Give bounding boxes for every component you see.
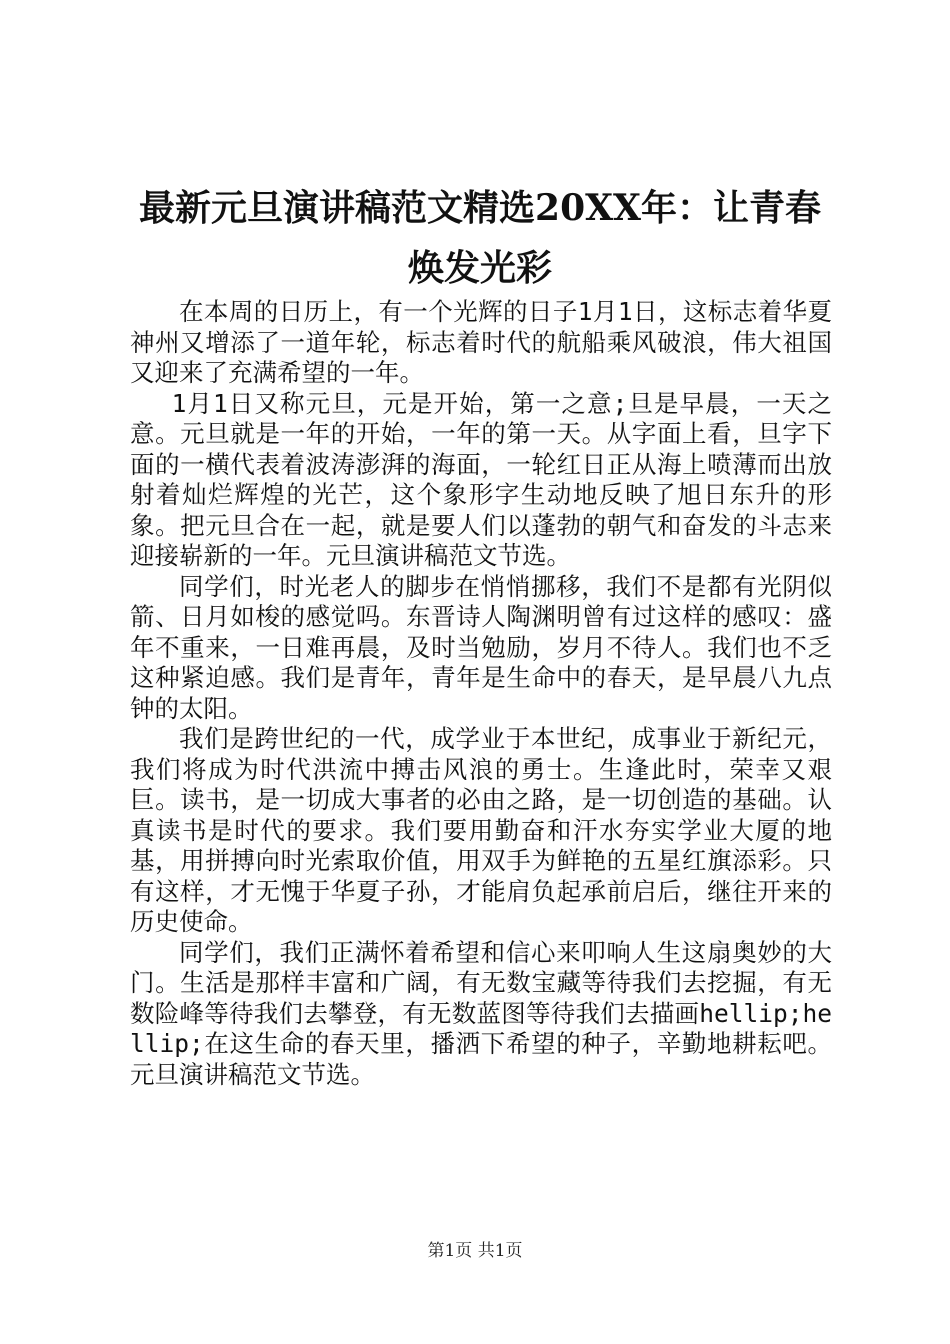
paragraph-5: 同学们，我们正满怀着希望和信心来叩响人生这扇奥妙的大门。生活是那样丰富和广阔，有无数宝藏等待我们去挖掘，有无数险峰等待我们去攀登，有无数蓝图等待我们去描画hellip;hellip;在这生命的春天里，播洒下希望的种子，辛勤地耕耘吧。元旦演讲稿范文节选。 [130,937,832,1089]
paragraph-4: 我们是跨世纪的一代，成学业于本世纪，成事业于新纪元，我们将成为时代洪流中搏击风浪的勇士。生逢此时，荣幸又艰巨。读书，是一切成大事者的必由之路，是一切创造的基础。认真读书是时代的要求。我们要用勤奋和汗水夯实学业大厦的地基，用拼搏向时光索取价值，用双手为鲜艳的五星红旗添彩。只有这样，才无愧于华夏子孙，才能肩负起承前启后，继往开来的历史使命。 [130,724,832,936]
page-footer: 第1页 共1页 [427,1241,523,1261]
paragraph-3: 同学们，时光老人的脚步在悄悄挪移，我们不是都有光阴似箭、日月如梭的感觉吗。东晋诗人陶渊明曾有过这样的感叹：盛年不重来，一日难再晨，及时当勉励，岁月不待人。我们也不乏这种紧迫感。我们是青年，青年是生命中的春天，是早晨八九点钟的太阳。 [130,571,832,723]
document-body [130,297,832,1090]
document-title: 最新元旦演讲稿范文精选20XX年：让青春焕发光彩 [139,187,821,289]
paragraph-1: 在本周的日历上，有一个光辉的日子1月1日，这标志着华夏神州又增添了一道年轮，标志着时代的航船乘风破浪，伟大祖国又迎来了充满希望的一年。 [130,297,832,387]
paragraph-2: 1月1日又称元旦，元是开始，第一之意;旦是早晨，一天之意。元旦就是一年的开始，一年的第一天。从字面上看，旦字下面的一横代表着波涛澎湃的海面，一轮红日正从海上喷薄而出放射着灿烂辉煌的光芒，这个象形字生动地反映了旭日东升的形象。把元旦合在一起，就是要人们以蓬勃的朝气和奋发的斗志来迎接崭新的一年。元旦演讲稿范文节选。 [130,388,832,570]
